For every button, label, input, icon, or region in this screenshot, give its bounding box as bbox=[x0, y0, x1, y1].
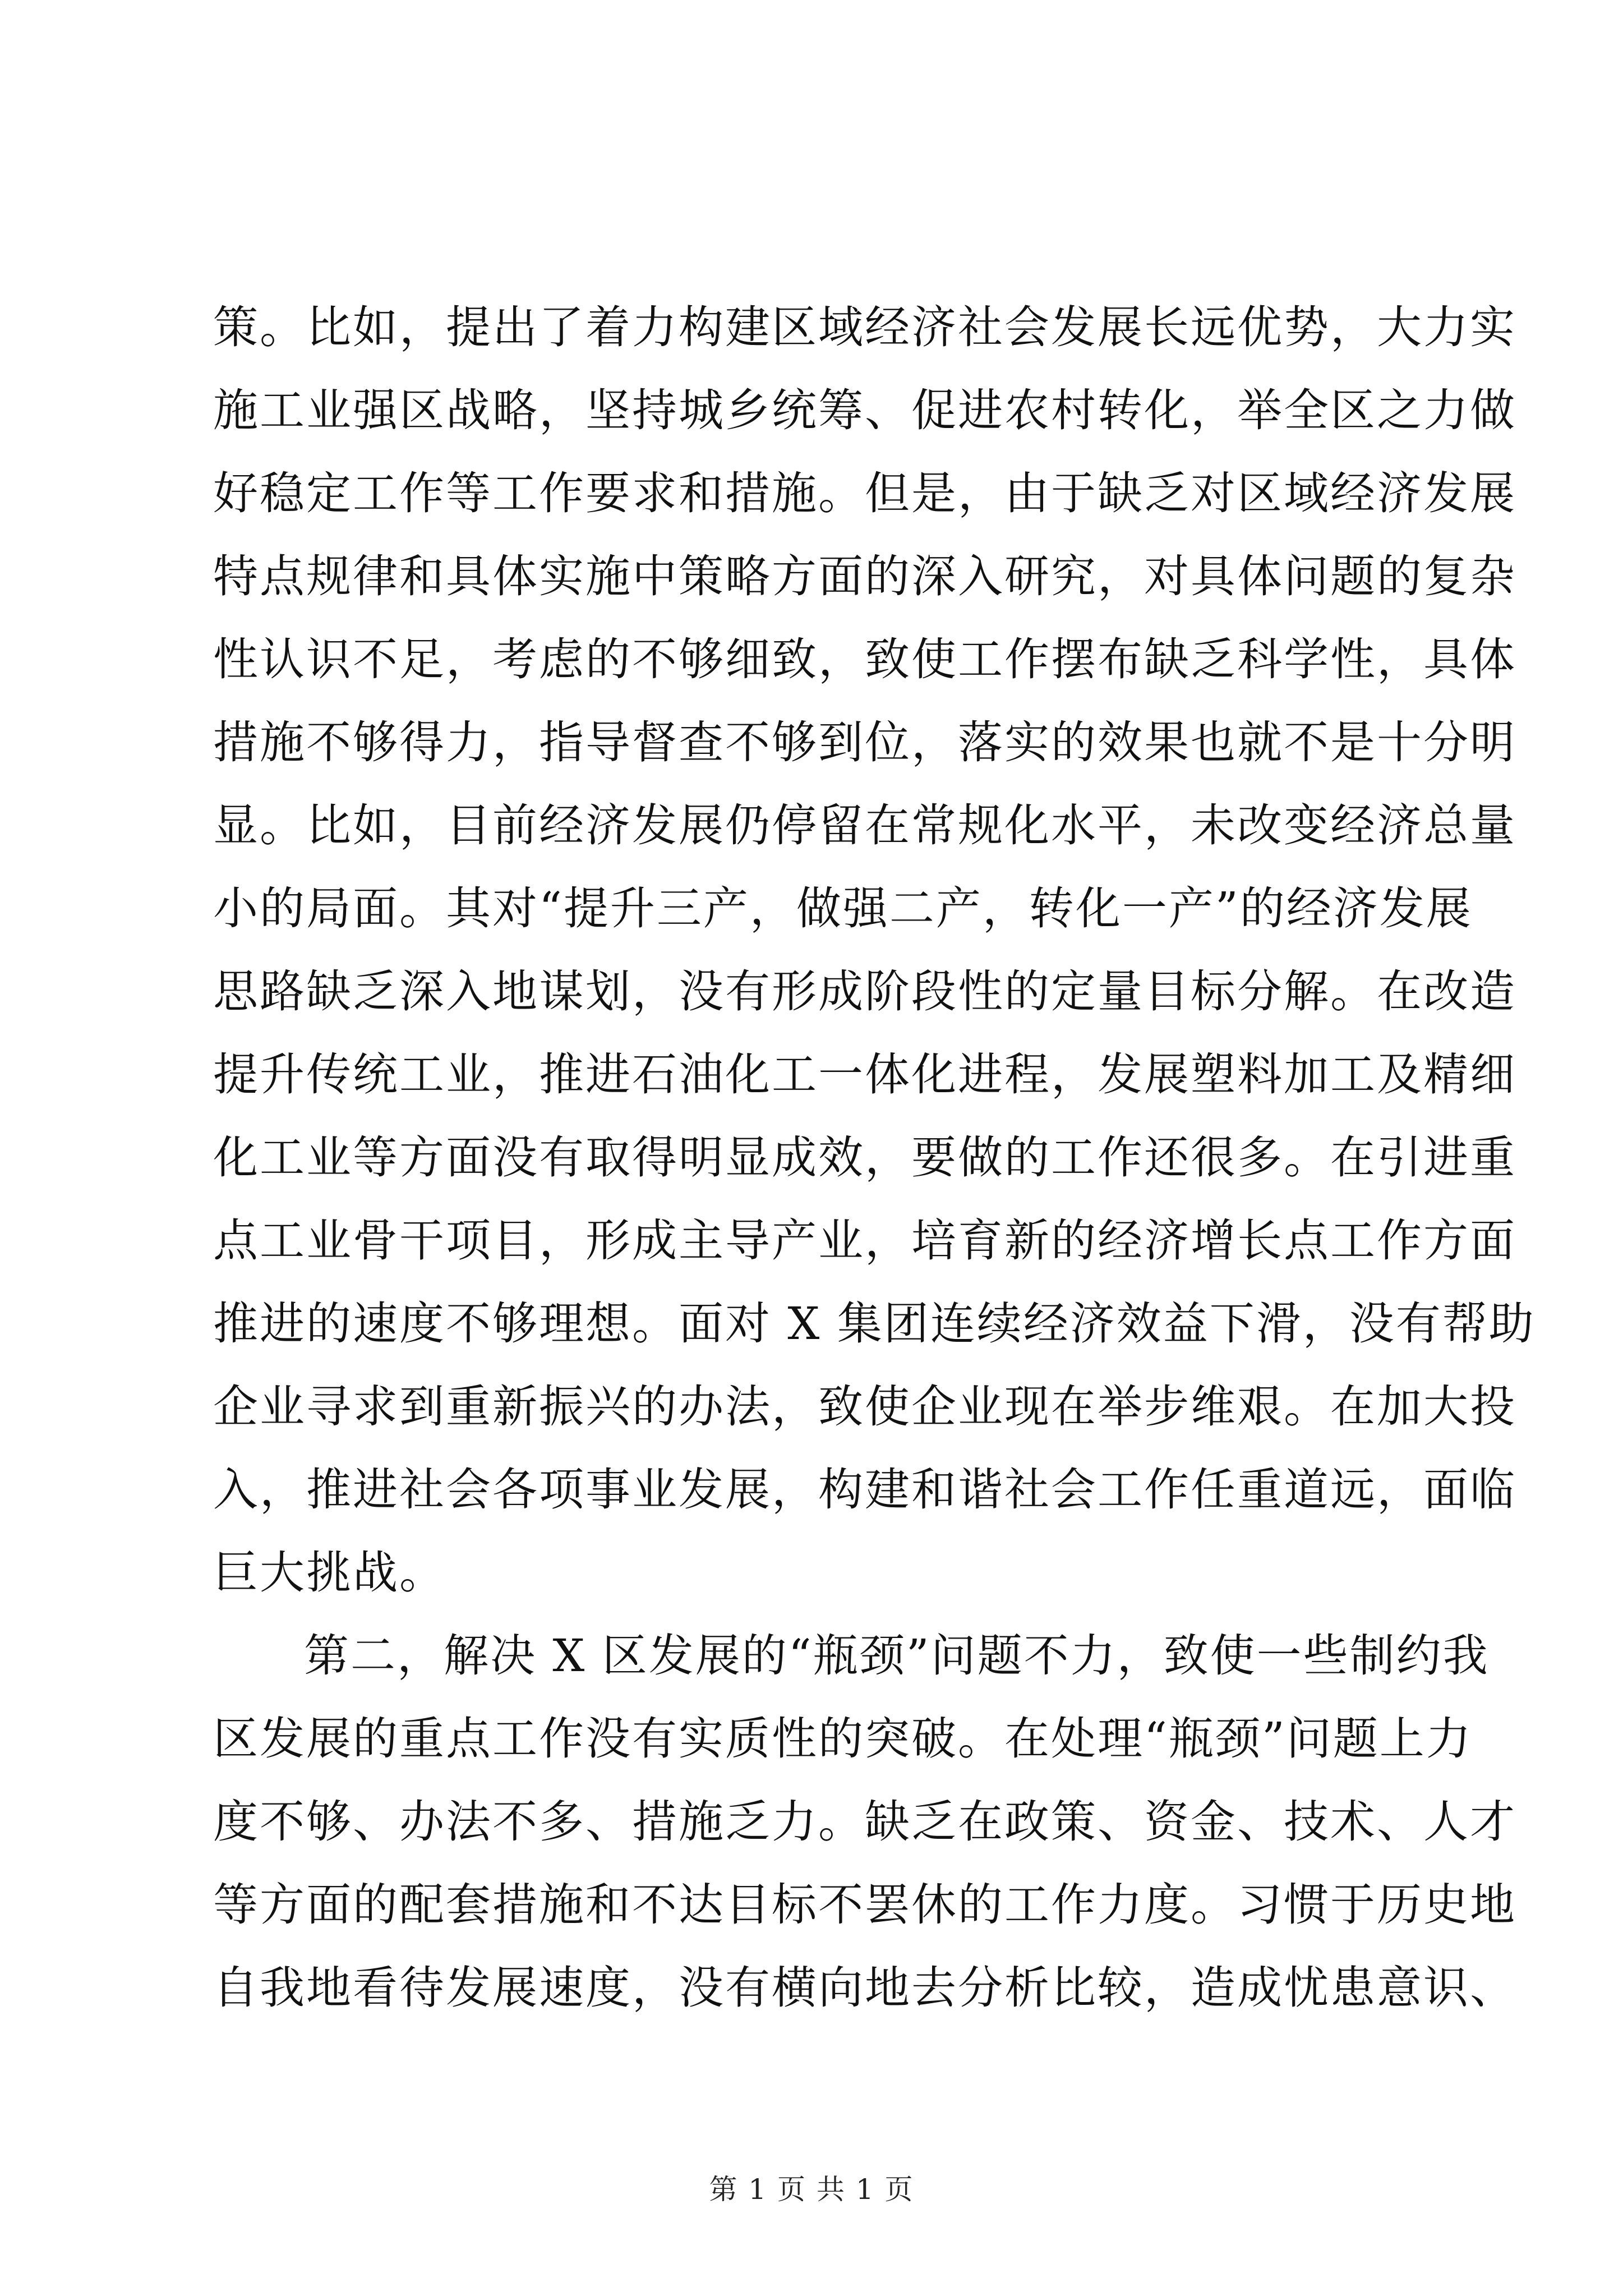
document-body bbox=[213, 286, 1536, 2030]
text-line: 性认识不足，考虑的不够细致，致使工作摆布缺乏科学性，具体 bbox=[213, 633, 1516, 685]
text-line: 等方面的配套措施和不达目标不罢休的工作力度。习惯于历史地 bbox=[213, 1879, 1516, 1931]
text-line: 入，推进社会各项事业发展，构建和谐社会工作任重道远，面临 bbox=[213, 1464, 1516, 1516]
text-line: 施工业强区战略，坚持城乡统筹、促进农村转化，举全区之力做 bbox=[213, 384, 1516, 436]
text-line: 思路缺乏深入地谋划，没有形成阶段性的定量目标分解。在改造 bbox=[213, 965, 1516, 1018]
text-line: 推进的速度不够理想。面对 X 集团连续经济效益下滑，没有帮助 bbox=[213, 1297, 1536, 1350]
text-line: 小的局面。其对“提升三产，做强二产，转化一产”的经济发展 bbox=[213, 882, 1473, 935]
paragraph-start-line: 第二，解决 X 区发展的“瓶颈”问题不力，致使一些制约我 bbox=[304, 1630, 1490, 1682]
text-line: 显。比如，目前经济发展仍停留在常规化水平，未改变经济总量 bbox=[213, 799, 1516, 852]
text-line: 特点规律和具体实施中策略方面的深入研究，对具体问题的复杂 bbox=[213, 550, 1516, 602]
text-line: 策。比如，提出了着力构建区域经济社会发展长远优势，大力实 bbox=[213, 301, 1516, 353]
text-line: 度不够、办法不多、措施乏力。缺乏在政策、资金、技术、人才 bbox=[213, 1796, 1516, 1848]
page-footer: 第 1 页 共 1 页 bbox=[709, 2173, 914, 2206]
text-line: 提升传统工业，推进石油化工一体化进程，发展塑料加工及精细 bbox=[213, 1048, 1516, 1101]
text-line: 点工业骨干项目，形成主导产业，培育新的经济增长点工作方面 bbox=[213, 1214, 1516, 1267]
text-line: 区发展的重点工作没有实质性的突破。在处理“瓶颈”问题上力 bbox=[213, 1713, 1473, 1765]
text-line: 措施不够得力，指导督查不够到位，落实的效果也就不是十分明 bbox=[213, 716, 1516, 769]
text-line: 好稳定工作等工作要求和措施。但是，由于缺乏对区域经济发展 bbox=[213, 467, 1516, 519]
text-line: 巨大挑战。 bbox=[213, 1547, 446, 1599]
text-line: 化工业等方面没有取得明显成效，要做的工作还很多。在引进重 bbox=[213, 1131, 1516, 1184]
text-line: 自我地看待发展速度，没有横向地去分析比较，造成忧患意识、 bbox=[213, 1962, 1516, 2014]
text-line: 企业寻求到重新振兴的办法，致使企业现在举步维艰。在加大投 bbox=[213, 1381, 1516, 1433]
